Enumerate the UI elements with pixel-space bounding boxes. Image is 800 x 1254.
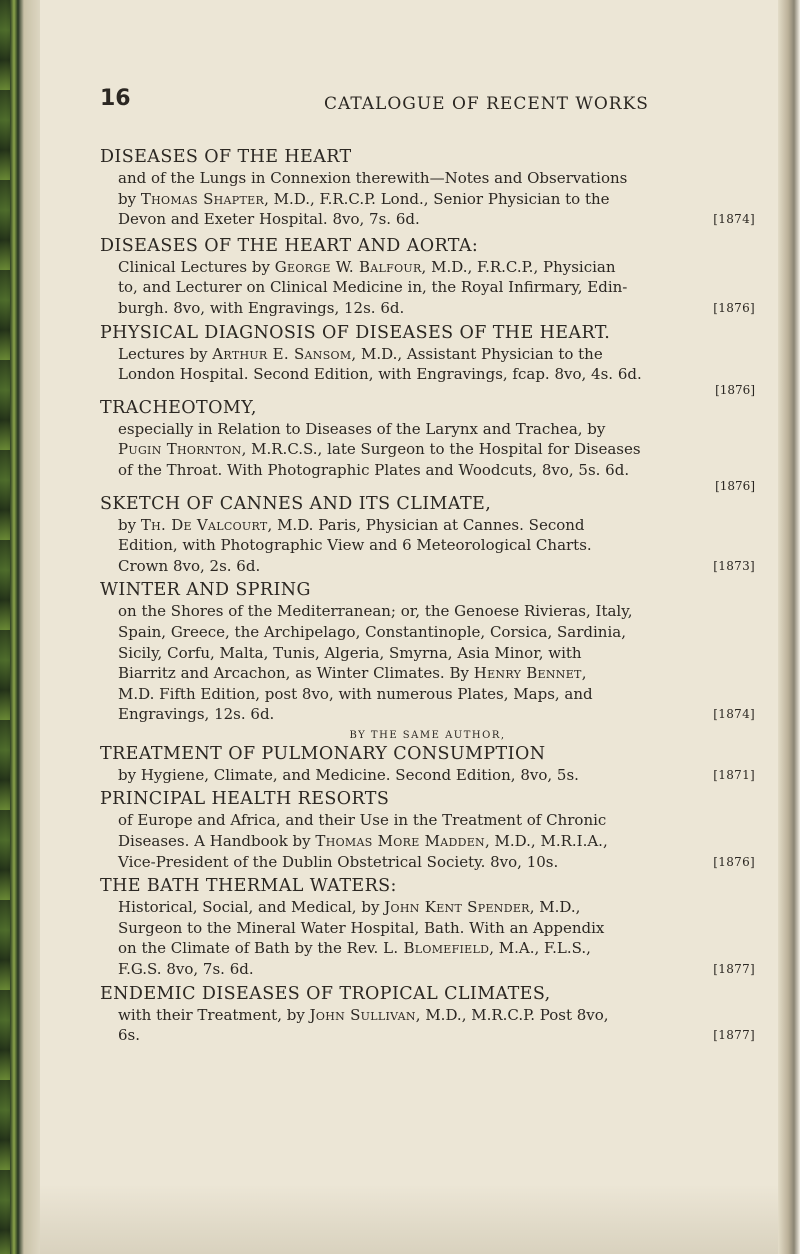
author-name: Pugin Thornton xyxy=(118,440,242,459)
entry-title: DISEASES OF THE HEART xyxy=(100,147,352,167)
author-name: Thomas More Madden xyxy=(315,832,485,851)
author-name: George W. Balfour xyxy=(274,257,422,276)
catalogue-entry xyxy=(100,493,755,577)
author-name: John Kent Spender xyxy=(384,898,530,917)
page-number: 16 xyxy=(100,86,131,111)
publication-date: [1877] xyxy=(713,962,755,977)
entry-title: SKETCH OF CANNES AND ITS CLIMATE, xyxy=(100,493,492,514)
entry-title: WINTER AND SPRING xyxy=(100,580,311,601)
publication-date: [1876] xyxy=(713,854,755,869)
entry-title: THE BATH THERMAL WATERS: xyxy=(100,876,397,897)
author-name: Henry Bennet xyxy=(473,664,582,683)
entry-body: with their Treatment, by John Sullivan, M.D., M.R.C.P. Post 8vo, 6s. [1877] xyxy=(118,1005,755,1045)
catalogue-entry xyxy=(100,743,755,786)
publication-date: [1876] xyxy=(715,382,755,397)
entry-body: and of the Lungs in Connexion therewith—Notes and Observations by Thomas Shapter, M.D., F.R.C.P. Lond., Senior Physician to the Devon and Exeter Hospital. 8vo, 7s. 6d. [1874] xyxy=(118,169,755,229)
publication-date: [1873] xyxy=(713,558,755,573)
entry-title: TREATMENT OF PULMONARY CONSUMPTION xyxy=(100,743,546,764)
entry-title: PRINCIPAL HEALTH RESORTS xyxy=(100,789,390,810)
catalogue-entry xyxy=(100,983,755,1046)
entry-title: ENDEMIC DISEASES OF TROPICAL CLIMATES, xyxy=(100,983,551,1004)
publication-date: [1871] xyxy=(713,767,755,782)
page-header xyxy=(100,86,740,120)
book-spine-edge xyxy=(0,0,10,1254)
entry-body: Clinical Lectures by George W. Balfour, M.D., F.R.C.P., Physician to, and Lecturer on Clinical Medicine in, the Royal Infirmary, Edin- burgh. 8vo, with Engravings, 12s. 6d. [1876] xyxy=(118,257,755,317)
entry-body: especially in Relation to Diseases of the Larynx and Trachea, by Pugin Thornton, M.R.C.S., late Surgeon to the Hospital for Diseases of the Throat. With Photographic Plates and Woodcuts, 8vo, 5s. 6d. [1876] xyxy=(118,419,755,493)
publication-date: [1874] xyxy=(713,707,755,722)
page-bottom-shadow xyxy=(40,1184,778,1254)
entry-body: Historical, Social, and Medical, by John Kent Spender, M.D., Surgeon to the Mineral Water Hospital, Bath. With an Appendix on the Climate of Bath by the Rev. L. Blomefield, M.A., F.L.S., F.G.S. 8vo, 7s. 6d. [1877] xyxy=(118,898,755,979)
catalogue-entry xyxy=(100,235,755,319)
author-name: Thomas Shapter xyxy=(140,189,265,208)
entry-body: Lectures by Arthur E. Sansom, M.D., Assistant Physician to the London Hospital. Second Edition, with Engravings, fcap. 8vo, 4s. 6d. [1876] xyxy=(118,344,755,397)
author-name: John Sullivan xyxy=(309,1005,416,1024)
entry-title: DISEASES OF THE HEART AND AORTA: xyxy=(100,235,479,256)
entry-body: of Europe and Africa, and their Use in the Treatment of Chronic Diseases. A Handbook by Thomas More Madden, M.D., M.R.I.A., Vice-President of the Dublin Obstetrical Society. 8vo, 10s. [1876] xyxy=(118,811,755,871)
publication-date: [1876] xyxy=(715,478,755,493)
same-author-note: BY THE SAME AUTHOR, xyxy=(349,729,506,741)
catalogue-entry xyxy=(100,788,755,872)
entry-body: by Th. De Valcourt, M.D. Paris, Physician at Cannes. Second Edition, with Photographic View and 6 Meteorological Charts. Crown 8vo, 2s. 6d. [1873] xyxy=(118,515,755,575)
entry-body: on the Shores of the Mediterranean; or, the Genoese Rivieras, Italy, Spain, Greece, the Archipelago, Constantinople, Corsica, Sardinia, Sicily, Corfu, Malta, Tunis, Algeria, Smyrna, Asia Minor, with Biarritz and Arcachon, as Winter Climates. By Henry Bennet, M.D. Fifth Edition, post 8vo, with numerous Plates, Maps, and Engravings, 12s. 6d. [1874] xyxy=(118,602,755,724)
catalogue-entry xyxy=(100,322,755,397)
publication-date: [1876] xyxy=(713,300,755,315)
author-name: Arthur E. Sansom xyxy=(212,344,352,363)
entry-title: TRACHEOTOMY, xyxy=(100,397,257,418)
entry-body: by Hygiene, Climate, and Medicine. Second Edition, 8vo, 5s. [1871] xyxy=(118,765,755,784)
catalogue-entry xyxy=(100,397,755,493)
author-name: L. Blomefield xyxy=(383,939,490,958)
entry-title: PHYSICAL DIAGNOSIS OF DISEASES OF THE HEART. xyxy=(100,322,611,343)
publication-date: [1877] xyxy=(713,1028,755,1043)
page-right-edge xyxy=(778,0,800,1254)
catalogue-list xyxy=(100,146,755,1046)
catalogue-entry xyxy=(100,875,755,979)
publication-date: [1874] xyxy=(713,212,755,227)
catalogue-entry xyxy=(100,146,755,230)
catalogue-entry xyxy=(100,579,755,743)
author-name: Th. De Valcourt xyxy=(140,515,268,534)
running-head: CATALOGUE OF RECENT WORKS xyxy=(324,94,649,114)
